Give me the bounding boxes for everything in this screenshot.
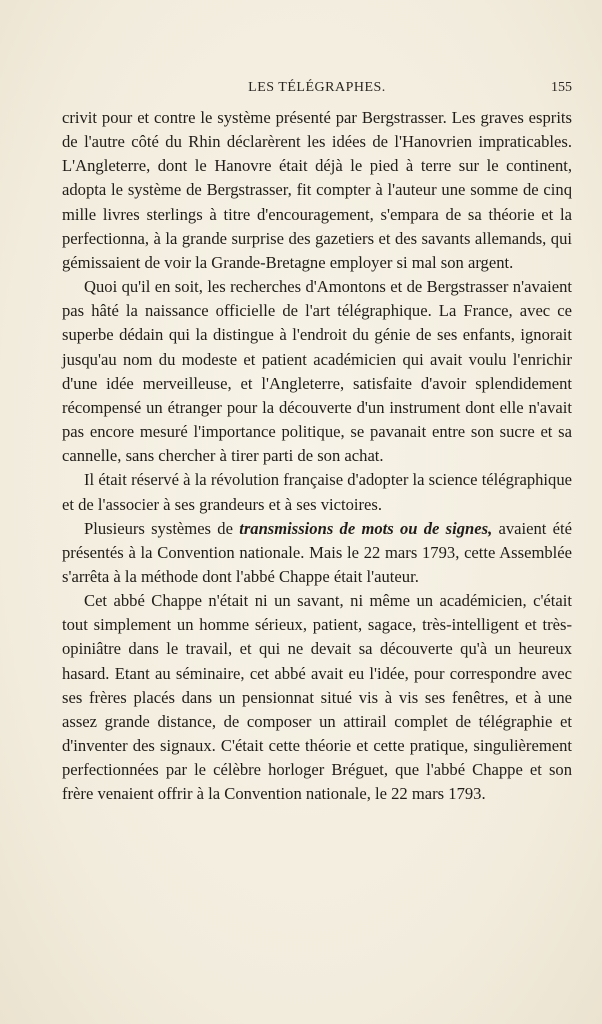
paragraph-4-start: Plusieurs systèmes de: [84, 518, 240, 538]
paragraph-3: Il était réservé à la révolution française d'adopter la science télégraphique et de l'associer à ses grandeurs et à ses victoires.: [62, 470, 572, 514]
body-text: [62, 106, 572, 807]
paragraph-1: crivit pour et contre le système présenté par Bergstrasser. Les graves esprits de l'autre côté du Rhin déclarèrent les idées de l'Hanovrien impraticables. L'Angleterre, dont le Hanovre était déjà le pied à terre sur le continent, adopta le système de Bergstrasser, fit compter à l'auteur une somme de cinq mille livres sterlings à titre d'encouragement, s'empara de sa théorie et la perfectionna, à la grande surprise des gazetiers et des savants allemands, qui gémissaient de voir la Grande-Bretagne employer si mal son argent.: [62, 108, 572, 272]
page-number: 155: [551, 80, 572, 95]
paragraph-2: Quoi qu'il en soit, les recherches d'Amontons et de Bergstrasser n'avaient pas hâté la naissance officielle de l'art télégraphique. La France, avec ce superbe dédain qui la distingue à l'endroit du génie de ses enfants, ignorait jusqu'au nom du modeste et patient académicien qui avait voulu l'enrichir d'une idée merveilleuse, et l'Angleterre, satisfaite d'avoir splendidement récompensé un étranger pour la découverte d'un instrument dont elle n'avait pas encore mesuré l'importance politique, se pavanait entre son sucre et sa cannelle, sans chercher à tirer parti de son achat.: [62, 277, 572, 466]
running-title: LES TÉLÉGRAPHES.: [248, 80, 386, 95]
paragraph-4: [62, 517, 572, 589]
italic-phrase: transmissions de mots ou de signes,: [239, 518, 493, 538]
page-header: [62, 80, 572, 102]
paragraph-4-end: avaient été présentés à la Convention nationale. Mais le 22 mars 1793, cette Assemblée s'arrêta à la méthode dont l'abbé Chappe était l'auteur.: [62, 518, 572, 586]
paragraph-5: Cet abbé Chappe n'était ni un savant, ni même un académicien, c'était tout simplement un homme sérieux, patient, sagace, très-intelligent et très-opiniâtre dans le travail, et qui ne devait sa découverte qu'à un heureux hasard. Etant au séminaire, cet abbé avait eu l'idée, pour correspondre avec ses frères placés dans un pensionnat situé vis à vis ses fenêtres, et à une assez grande distance, de composer un attirail complet de télégraphie et d'inventer des signaux. C'était cette théorie et cette pratique, singulièrement perfectionnées par le célèbre horloger Bréguet, que l'abbé Chappe et son frère venaient offrir à la Convention nationale, le 22 mars 1793.: [62, 591, 572, 804]
